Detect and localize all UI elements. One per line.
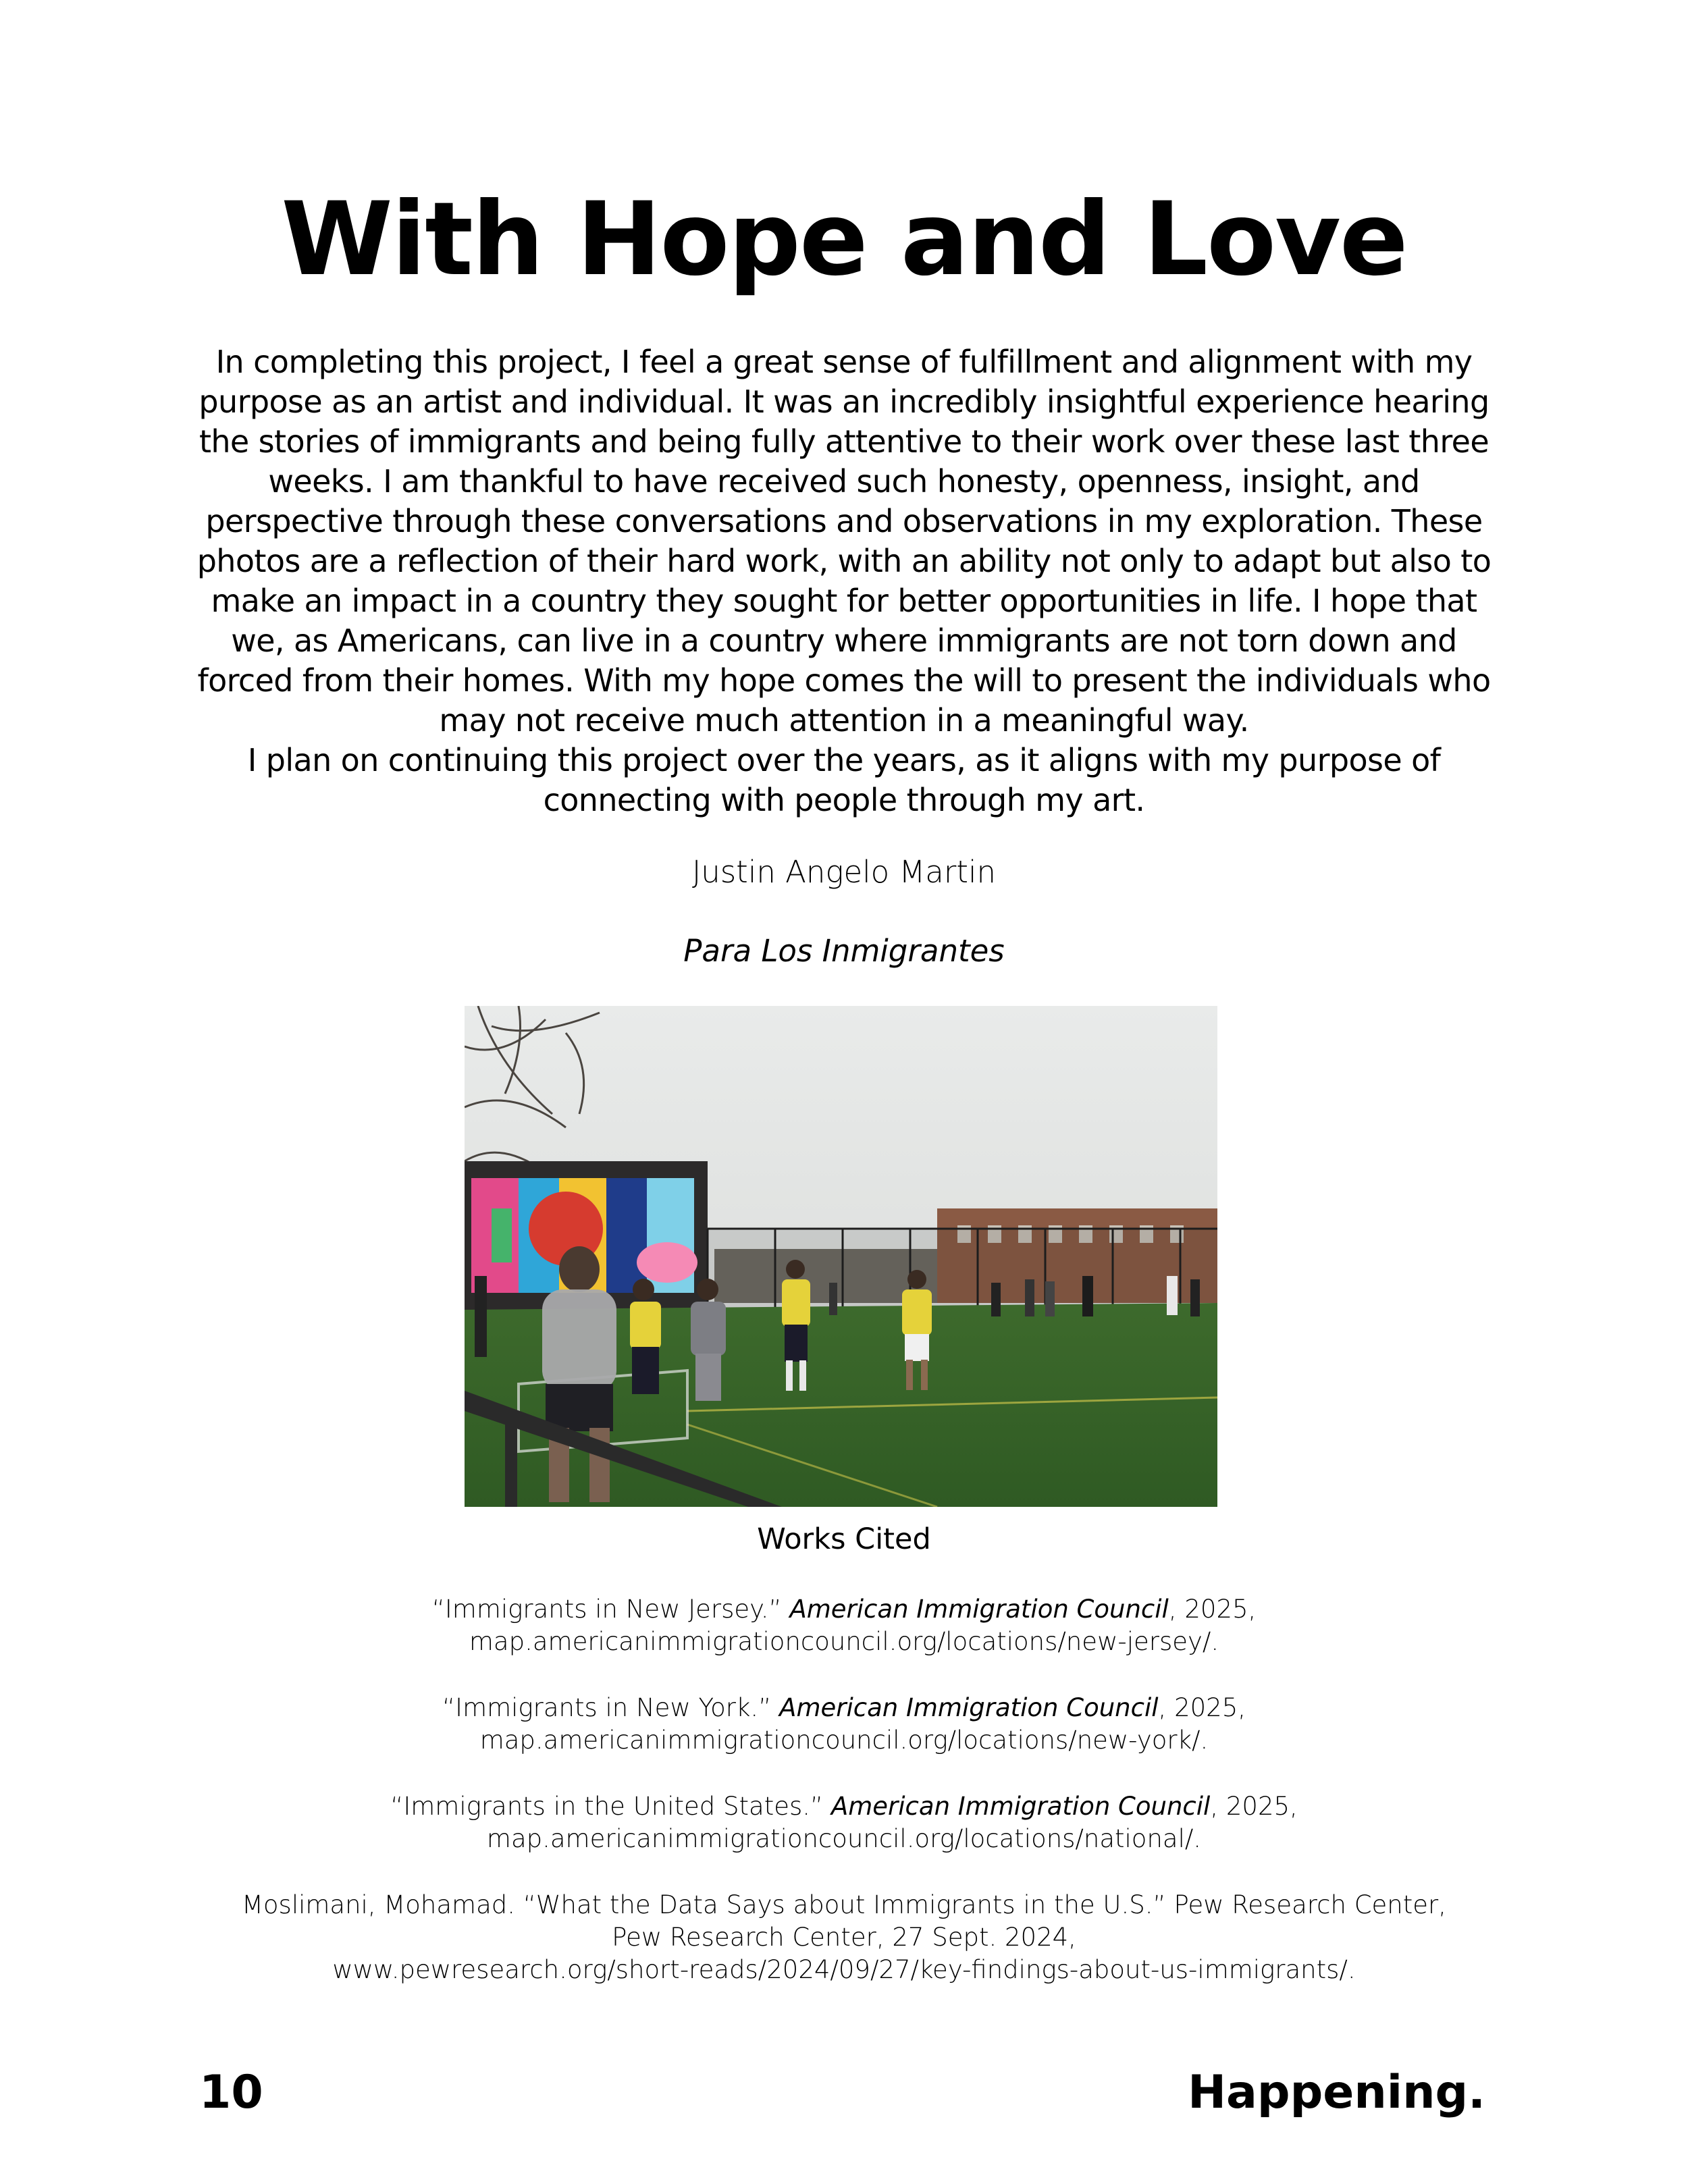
citation-line: Pew Research Center, 27 Sept. 2024,: [612, 1923, 1076, 1952]
magazine-brand: Happening.: [1188, 2066, 1485, 2119]
citation-title: “Immigrants in the United States.”: [390, 1792, 824, 1821]
essay-body: [196, 342, 1492, 820]
page-title: With Hope and Love: [281, 181, 1407, 298]
soccer-field-photo: [465, 1006, 1217, 1507]
essay-paragraph-1: In completing this project, I feel a great sense of fulfillment and alignment with my purpose as an artist and individual. It was an incredibly insightful experience hearing the stories of immigrants and being fully attentive to their work over these last three weeks. I am thankful to have received such honesty, openness, insight, and perspective through these conversations and observations in my exploration. These photos are a reflection of their hard work, with an ability not only to adapt but also to make an impact in a country they sought for better opportunities in life. I hope that we, as Americans, can live in a country where immigrants are not torn down and forced from their homes. With my hope comes the will to present the individuals who may not receive much attention in a meaningful way.: [196, 344, 1492, 739]
citation-2: [0, 1692, 1688, 1757]
citation-year: , 2025,: [1158, 1693, 1246, 1722]
citation-url: map.americanimmigrationcouncil.org/locations/new-jersey/.: [469, 1627, 1219, 1656]
railing-post: [505, 1411, 517, 1507]
citation-year: , 2025,: [1210, 1792, 1298, 1821]
works-cited-heading: Works Cited: [757, 1522, 931, 1556]
citation-3: [0, 1790, 1688, 1855]
page-number: 10: [199, 2066, 263, 2119]
works-cited-list: [0, 1593, 1688, 2020]
photo-illustration: [465, 1006, 1217, 1507]
citation-url: map.americanimmigrationcouncil.org/locations/national/.: [486, 1824, 1202, 1853]
author-name: Justin Angelo Martin: [691, 854, 997, 890]
citation-line: Moslimani, Mohamad. “What the Data Says about Immigrants in the U.S.” Pew Research Center,: [241, 1890, 1447, 1919]
citation-title: “Immigrants in New Jersey.”: [431, 1595, 782, 1624]
citation-1: [0, 1593, 1688, 1658]
project-subtitle: Para Los Inmigrantes: [683, 933, 1005, 969]
citation-title: “Immigrants in New York.”: [442, 1693, 772, 1722]
citation-source: American Immigration Council: [830, 1792, 1211, 1821]
citation-url: map.americanimmigrationcouncil.org/locations/new-york/.: [479, 1726, 1209, 1755]
citation-year: , 2025,: [1168, 1595, 1257, 1624]
citation-source: American Immigration Council: [779, 1693, 1159, 1722]
citation-4: [0, 1889, 1688, 1986]
citation-url: www.pewresearch.org/short-reads/2024/09/27/key-findings-about-us-immigrants/.: [332, 1955, 1356, 1984]
citation-source: American Immigration Council: [789, 1595, 1169, 1624]
essay-paragraph-2: I plan on continuing this project over the years, as it aligns with my purpose of connecting with people through my art.: [247, 742, 1441, 818]
